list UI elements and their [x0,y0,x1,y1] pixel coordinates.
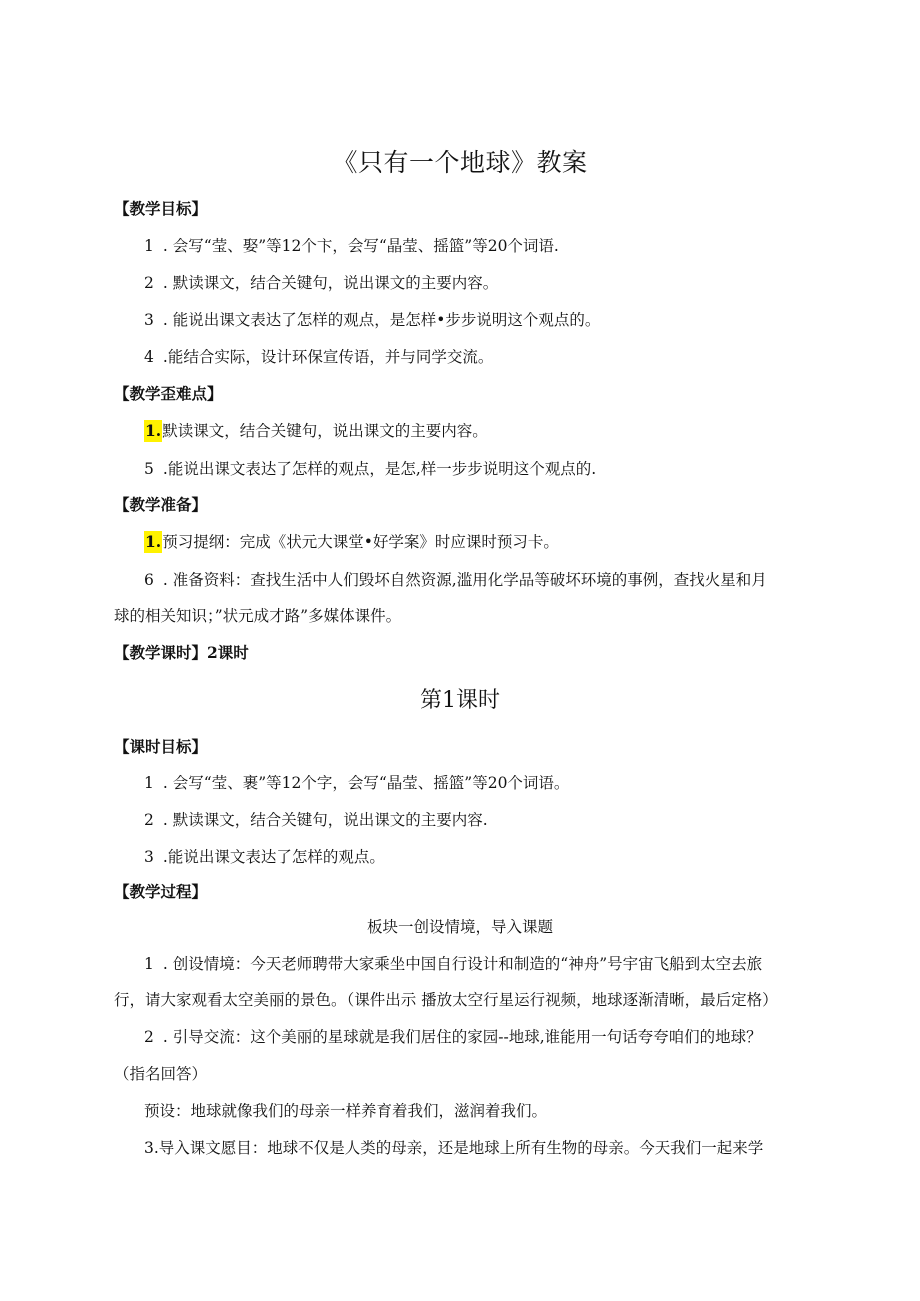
difficulty-item-1 [144,420,488,442]
list-text: 预习提纲：完成《状元大课堂•好学案》时应课时预习卡。 [162,533,559,551]
list-number: 1 [144,774,154,792]
list-number: 4 [144,348,154,366]
process-presupposition: 预设：地球就像我们的母亲一样养育着我们，滋润着我们。 [144,1102,548,1120]
lesson-goals-heading: 【课时目标】 [114,737,208,756]
process-item-3 [144,1137,763,1159]
list-text: .能说出课文表达了怎样的观点。 [158,848,385,866]
block-title: 板块一创设情境，导入课题 [366,918,553,936]
list-text: . 能说出课文表达了怎样的观点，是怎样•步步说明这个观点的。 [158,311,601,329]
prep-heading: 【教学准备】 [114,495,208,514]
list-text: .能说出课文表达了怎样的观点，是怎,样一步步说明这个观点的. [158,460,597,478]
list-text: .能结合实际，设计环保宣传语，并与同学交流。 [158,348,494,366]
list-number: 2 [144,274,154,292]
list-text: 默读课文，结合关键句，说出课文的主要内容。 [162,422,488,440]
process-item-1 [144,953,762,975]
list-number: 1 [144,955,154,973]
list-number: 3 [144,848,154,866]
process-item-2 [144,1026,762,1048]
lesson-goal-item-2 [144,809,488,831]
prep-item-1 [144,531,559,553]
document-title: 《只有一个地球》教案 [332,148,588,177]
list-number: 3 [144,1139,154,1157]
list-text: . 默读课文，结合关键句，说出课文的主要内容. [158,811,488,829]
prep-item-2 [144,569,767,591]
process-item-1-continued: 行，请大家观看太空美丽的景色。（课件出示 播放太空行星运行视频，地球逐渐清晰，最后定格） [114,991,778,1009]
goal-item-1 [144,235,559,257]
difficulty-heading: 【教学歪难点】 [114,384,223,403]
list-text: . 准备资料：查找生活中人们毁坏自然资源,滥用化学品等破坏环境的事例，查找火星和月 [158,571,767,589]
goals-heading: 【教学目标】 [114,199,208,218]
prep-item-2-continued: 球的相关知识；”状元成才路”多媒体课件。 [114,607,402,625]
goal-item-4 [144,346,493,368]
goal-item-2 [144,272,498,294]
hours-line [114,642,249,664]
list-text: . 会写“莹、娶”等12个卞，会写“晶莹、摇篮”等20个词语. [158,237,559,255]
highlighted-number: 1. [145,532,162,551]
difficulty-item-2 [144,458,596,480]
list-text: . 会写“莹、裹”等12个字，会写“晶莹、摇篮”等20个词语。 [158,774,570,792]
list-text: . 创设情境：今天老师聘带大家乘坐中国自行设计和制造的“神舟”号宇宙飞船到太空去旅 [158,955,763,973]
process-heading: 【教学过程】 [114,882,208,901]
lesson-goal-item-1 [144,772,569,794]
highlighted-number: 1. [145,421,162,440]
lesson-title: 第1课时 [420,688,500,713]
list-number: 2 [144,1028,154,1046]
list-number: 5 [144,460,154,478]
list-text: . 默读课文，结合关键句，说出课文的主要内容。 [158,274,499,292]
hours-value: 2课时 [207,643,249,662]
list-text: .导入课文愿目：地球不仅是人类的母亲，还是地球上所有生物的母亲。今天我们一起来学 [153,1139,764,1157]
goal-item-3 [144,309,600,331]
list-number: 3 [144,311,154,329]
hours-heading: 【教学课时】 [114,643,208,662]
list-text: . 引导交流：这个美丽的星球就是我们居住的家园--地球,谁能用一句话夸夸咱们的地球？ [158,1028,762,1046]
lesson-goal-item-3 [144,846,385,868]
list-number: 1 [144,237,154,255]
process-item-2-continued: （指名回答） [114,1065,208,1083]
list-number: 2 [144,811,154,829]
list-number: 6 [144,571,154,589]
